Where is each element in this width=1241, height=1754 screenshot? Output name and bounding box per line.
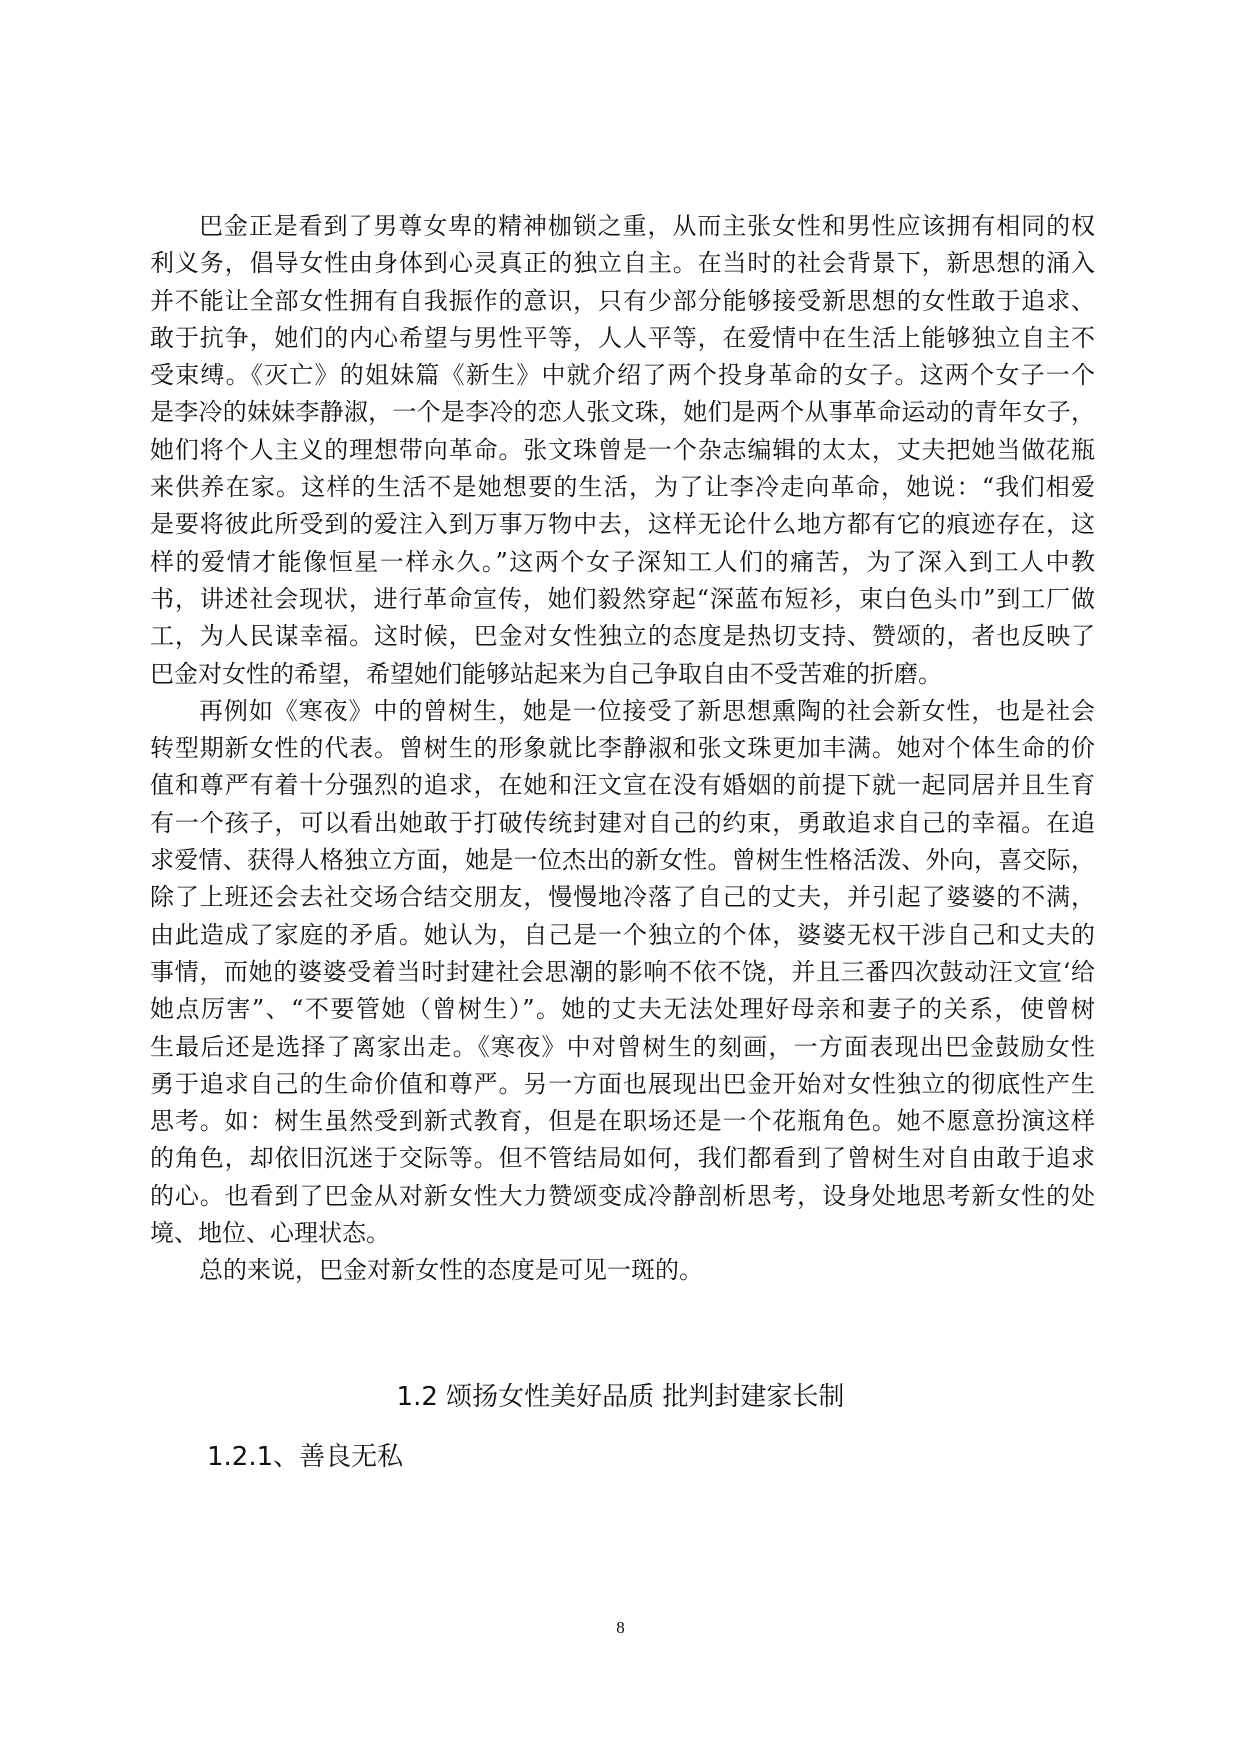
text-line: 总的来说，巴金对新女性的态度是可见一斑的。 xyxy=(199,1256,703,1285)
text-line: 勇于追求自己的生命价值和尊严。另一方面也展现出巴金开始对女性独立的彻底性产生 xyxy=(150,1069,1095,1098)
body-text xyxy=(150,208,1095,1290)
text-line: 事情，而她的婆婆受着当时封建社会思潮的影响不依不饶，并且三番四次鼓动汪文宣‘给 xyxy=(150,957,1095,986)
text-line: 再例如《寒夜》中的曾树生，她是一位接受了新思想熏陶的社会新女性，也是社会 xyxy=(199,696,1095,725)
text-line: 敢于抗争，她们的内心希望与男性平等，人人平等，在爱情中在生活上能够独立自主不 xyxy=(150,323,1095,352)
subsection-heading: 1.2.1、善良无私 xyxy=(207,1442,404,1472)
text-line: 来供养在家。这样的生活不是她想要的生活，为了让李冷走向革命，她说：“我们相爱 xyxy=(150,473,1095,502)
section-heading: 1.2 颂扬女性美好品质 批判封建家长制 xyxy=(396,1382,845,1412)
text-line: 她们将个人主义的理想带向革命。张文珠曾是一个杂志编辑的太太，丈夫把她当做花瓶 xyxy=(150,435,1095,464)
text-line: 并不能让全部女性拥有自我振作的意识，只有少部分能够接受新思想的女性敢于追求、 xyxy=(150,286,1095,315)
text-line: 样的爱情才能像恒星一样永久。”这两个女子深知工人们的痛苦，为了深入到工人中教 xyxy=(150,547,1095,576)
text-line: 巴金对女性的希望，希望她们能够站起来为自己争取自由不受苦难的折磨。 xyxy=(150,659,942,688)
text-line: 的心。也看到了巴金从对新女性大力赞颂变成冷静剖析思考，设身处地思考新女性的处 xyxy=(150,1181,1095,1210)
text-line: 思考。如：树生虽然受到新式教育，但是在职场还是一个花瓶角色。她不愿意扮演这样 xyxy=(150,1107,1095,1136)
text-line: 由此造成了家庭的矛盾。她认为，自己是一个独立的个体，婆婆无权干涉自己和丈夫的 xyxy=(150,920,1095,949)
text-line: 值和尊严有着十分强烈的追求，在她和汪文宣在没有婚姻的前提下就一起同居并且生育 xyxy=(150,771,1095,800)
page-number: 8 xyxy=(616,1618,625,1637)
text-line: 转型期新女性的代表。曾树生的形象就比李静淑和张文珠更加丰满。她对个体生命的价 xyxy=(150,734,1095,763)
text-line: 是要将彼此所受到的爱注入到万事万物中去，这样无论什么地方都有它的痕迹存在，这 xyxy=(150,510,1095,539)
text-line: 利义务，倡导女性由身体到心灵真正的独立自主。在当时的社会背景下，新思想的涌入 xyxy=(150,249,1095,278)
text-line: 求爱情、获得人格独立方面，她是一位杰出的新女性。曾树生性格活泼、外向，喜交际， xyxy=(150,846,1095,875)
text-line: 生最后还是选择了离家出走。《寒夜》中对曾树生的刻画，一方面表现出巴金鼓励女性 xyxy=(150,1032,1095,1061)
text-line: 有一个孩子，可以看出她敢于打破传统封建对自己的约束，勇敢追求自己的幸福。在追 xyxy=(150,808,1095,837)
text-line: 是李冷的妹妹李静淑，一个是李冷的恋人张文珠，她们是两个从事革命运动的青年女子， xyxy=(150,398,1095,427)
text-line: 巴金正是看到了男尊女卑的精神枷锁之重，从而主张女性和男性应该拥有相同的权 xyxy=(199,212,1095,240)
text-line: 她点厉害”、“不要管她（曾树生）”。她的丈夫无法处理好母亲和妻子的关系，使曾树 xyxy=(150,995,1095,1024)
text-line: 工，为人民谋幸福。这时候，巴金对女性独立的态度是热切支持、赞颂的，者也反映了 xyxy=(150,622,1095,651)
text-line: 境、地位、心理状态。 xyxy=(150,1219,390,1248)
text-line: 除了上班还会去社交场合结交朋友，慢慢地冷落了自己的丈夫，并引起了婆婆的不满， xyxy=(150,883,1095,912)
text-line: 书，讲述社会现状，进行革命宣传，她们毅然穿起“深蓝布短衫，束白色头巾”到工厂做 xyxy=(150,584,1095,613)
text-line: 的角色，却依旧沉迷于交际等。但不管结局如何，我们都看到了曾树生对自由敢于追求 xyxy=(150,1144,1095,1173)
text-line: 受束缚。《灭亡》的姐妹篇《新生》中就介绍了两个投身革命的女子。这两个女子一个 xyxy=(150,361,1095,390)
